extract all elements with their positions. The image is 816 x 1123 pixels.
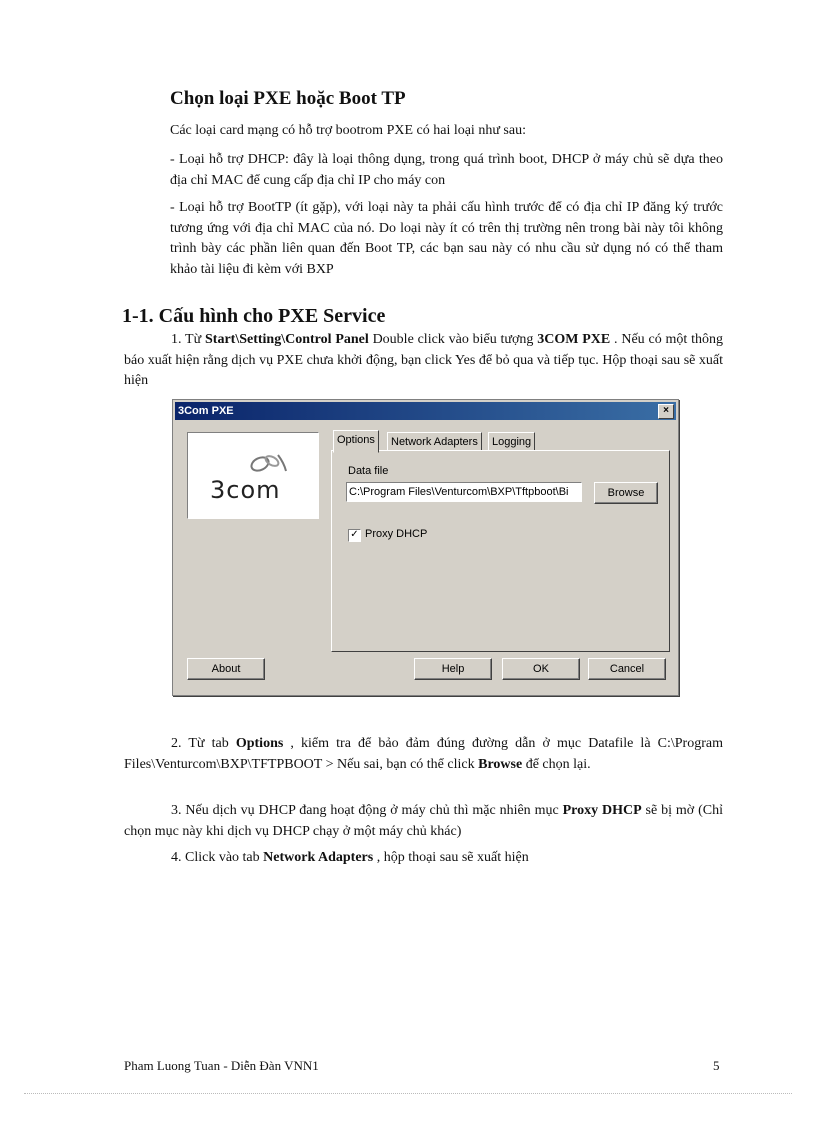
tab-network-adapters[interactable]: Network Adapters bbox=[387, 432, 482, 452]
network-adapters-ref: Network Adapters bbox=[263, 850, 374, 865]
footer-author: Pham Luong Tuan - Diễn Đàn VNN1 bbox=[124, 1058, 319, 1073]
step-2-paragraph bbox=[124, 734, 723, 775]
tab-options[interactable]: Options bbox=[333, 430, 379, 453]
dialog-titlebar bbox=[175, 402, 676, 420]
step-1-text: 1. Từ bbox=[171, 332, 205, 347]
browse-ref: Browse bbox=[478, 756, 523, 772]
3com-swirl-icon bbox=[246, 449, 290, 477]
options-tab-ref: Options bbox=[235, 736, 284, 751]
step-1-text-2: Double click vào biểu tượng bbox=[368, 332, 538, 347]
boottp-type-paragraph: - Loại hỗ trợ BootTP (ít gặp), với loại này ta phải cấu hình trước để có địa chỉ IP đăng ký trước tương ứng với địa chỉ MAC của nó. Do loại này ít có trên thị trường nên trong bài này tôi không trình bày các phần liên quan đến Boot TP, các bạn sau này có nhu cầu sử dụng nó có thể tham khảo tài liệu đi kèm với BXP bbox=[170, 200, 723, 277]
proxy-dhcp-ref: Proxy DHCP bbox=[562, 803, 642, 818]
step-3-text-2: sẽ bị mờ (Chỉ chọn mục này khi dịch vụ DHCP chạy ở một máy chủ khác) bbox=[124, 803, 723, 839]
about-button[interactable]: About bbox=[187, 658, 265, 680]
options-panel bbox=[331, 450, 670, 652]
close-button[interactable]: × bbox=[658, 404, 674, 419]
subsection-title: 1-1. Cấu hình cho PXE Service bbox=[122, 305, 386, 327]
pxe-dialog bbox=[172, 399, 679, 696]
footer-divider bbox=[24, 1093, 792, 1094]
step-4-text: 4. Click vào tab bbox=[171, 850, 264, 865]
step-4-paragraph bbox=[124, 848, 723, 869]
step-3-text: 3. Nếu dịch vụ DHCP đang hoạt động ở máy chủ thì mặc nhiên mục bbox=[171, 803, 563, 818]
pxe-icon-name: 3COM PXE bbox=[537, 332, 611, 347]
cancel-button[interactable]: Cancel bbox=[588, 658, 666, 680]
page-number: 5 bbox=[713, 1058, 720, 1073]
step-2-text-2: , kiểm tra để bảo đảm đúng đường dẫn ở mục Datafile là C:\Program Files\Venturcom\BXP\TFTPBOOT > Nếu sai, bạn có thể click bbox=[124, 736, 723, 772]
browse-button[interactable]: Browse bbox=[594, 482, 658, 504]
dhcp-type-paragraph: - Loại hỗ trợ DHCP: đây là loại thông dụng, trong quá trình boot, DHCP ở máy chủ sẽ dựa theo địa chỉ MAC để cung cấp địa chỉ IP cho máy con bbox=[170, 152, 723, 188]
step-1-text-3: . Nếu có một thông báo xuất hiện rằng dịch vụ PXE chưa khởi động, bạn click Yes để bỏ qua và tiếp tục. Hộp thoại sau sẽ xuất hiện bbox=[124, 332, 723, 388]
step-3-paragraph bbox=[124, 801, 723, 842]
datafile-input[interactable]: C:\Program Files\Venturcom\BXP\Tftpboot\Bi bbox=[346, 482, 582, 502]
proxy-dhcp-checkbox[interactable]: ✓ bbox=[348, 529, 361, 542]
ok-button[interactable]: OK bbox=[502, 658, 580, 680]
section-title: Chọn loại PXE hoặc Boot TP bbox=[170, 88, 406, 109]
control-panel-path: Start\Setting\Control Panel bbox=[205, 332, 369, 347]
logo-text: 3com bbox=[210, 476, 281, 504]
step-4-text-2: , hộp thoại sau sẽ xuất hiện bbox=[373, 850, 529, 865]
dialog-title: 3Com PXE bbox=[178, 405, 234, 417]
3com-logo bbox=[187, 432, 319, 519]
datafile-label: Data file bbox=[348, 465, 389, 477]
help-button[interactable]: Help bbox=[414, 658, 492, 680]
step-2-text-3: để chọn lại. bbox=[522, 756, 591, 772]
proxy-dhcp-label: Proxy DHCP bbox=[365, 528, 428, 540]
intro-paragraph: Các loại card mạng có hỗ trợ bootrom PXE có hai loại như sau: bbox=[170, 123, 526, 138]
step-1-paragraph bbox=[124, 330, 723, 392]
step-2-text: 2. Từ tab bbox=[171, 736, 236, 751]
tab-logging[interactable]: Logging bbox=[488, 432, 535, 452]
